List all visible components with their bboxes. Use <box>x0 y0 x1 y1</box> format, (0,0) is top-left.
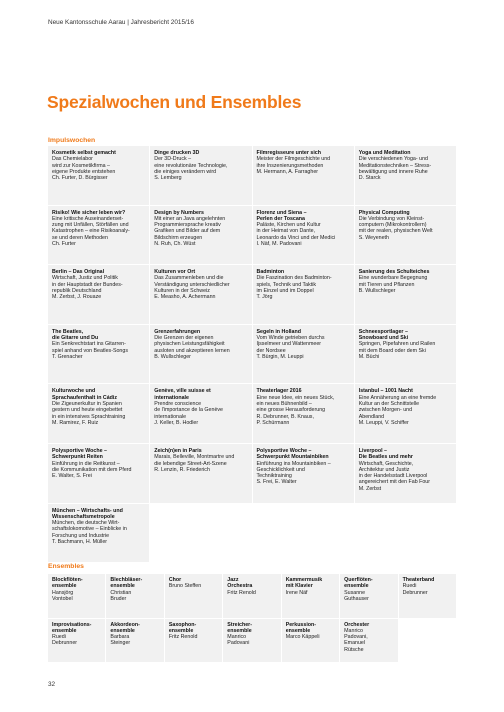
impulswoche-description: Eine wunderbare Begegnung mit Tieren und Pflanzen <box>358 275 428 288</box>
impulswoche-description: Das Chemielabor wird zur Kosmetikfirma – eigene Produkte entstehen <box>52 156 116 175</box>
impulswoche-title: München – Wirtschafts- und Wissenschaftsmetropole <box>52 507 123 520</box>
impulswochen-heading: Impulswochen <box>48 137 96 144</box>
impulswoche-card <box>355 384 456 443</box>
impulswoche-card <box>150 265 251 324</box>
impulswoche-title: Florenz und Siena – Perlen der Toscana <box>256 209 307 222</box>
ensemble-card <box>106 574 163 618</box>
impulswoche-title: Genève, ville suisse et internationale <box>154 388 211 401</box>
impulswoche-teachers: B. Wullschleger <box>154 353 191 360</box>
ensemble-leader: Fritz Renold <box>168 634 198 641</box>
ensemble-card <box>223 574 280 618</box>
impulswoche-teachers: E. Measho, A. Achermann <box>154 294 216 301</box>
impulswoche-title: Badminton <box>256 269 285 276</box>
impulswoche-description: Das Zusammenleben und die Verständigung unterschiedlicher Kulturen in der Schweiz <box>154 275 230 295</box>
impulswoche-teachers: Ch. Furter, D. Bürgisser <box>52 175 108 182</box>
ensembles-heading: Ensembles <box>48 563 84 570</box>
impulswochen-grid <box>48 146 456 562</box>
impulswoche-description: Die Zigeunerkultur in Spanien gestern und heute eingebettet in ein intensives Sprachtraining <box>52 400 126 420</box>
ensemble-card <box>399 574 456 618</box>
ensemble-leader: Barbara Steinger <box>110 634 131 647</box>
impulswoche-teachers: T. Bürgin, M. Leuppi <box>256 353 304 360</box>
impulswoche-card <box>48 325 149 384</box>
impulswoche-card <box>253 444 354 503</box>
impulswoche-description: Einführung ins Mountainbiken – Geschicklichkeit und Techniktraining <box>256 460 331 480</box>
ensemble-name: Saxophon- ensemble <box>168 621 197 634</box>
impulswoche-description: Wirtschaft, Justiz und Politik in der Hauptstadt der Bundes- republik Deutschland <box>52 275 123 295</box>
impulswoche-card <box>150 146 251 205</box>
ensemble-name: Querflöten- ensemble <box>344 577 373 590</box>
impulswoche-card <box>355 265 456 324</box>
impulswoche-description: Die verschiedenen Yoga- und Meditationstechniken – Stress- bewältigung und innere Ruhe <box>358 156 432 175</box>
ensemble-name: Theaterband <box>402 577 435 583</box>
impulswoche-title: Design by Numbers <box>154 209 204 216</box>
impulswoche-title: Dinge drucken 3D <box>154 150 200 156</box>
impulswoche-title: Kulturwoche und Sprachaufenthalt in Cádiz <box>52 388 118 401</box>
ensemble-card <box>340 574 397 618</box>
impulswoche-title: Liverpool – Die Beatles und mehr <box>358 447 413 461</box>
ensemble-card <box>48 574 105 618</box>
impulswoche-card <box>48 146 149 205</box>
ensemble-card <box>282 574 339 618</box>
ensemble-leader: Manrico Padovani, Emanuel Rütsche <box>344 627 368 653</box>
impulswoche-teachers: M. Büchi <box>358 353 380 360</box>
impulswoche-card <box>355 206 456 265</box>
ensemble-leader: Hansjörg Vontobel <box>52 589 74 602</box>
impulswoche-card <box>48 384 149 443</box>
impulswoche-title: Grenzerfahrungen <box>154 328 201 335</box>
impulswoche-description: Eine kritische Auseinanderset- zung mit Unfällen, Störfällen und Katastrophen – eine Risikoanaly- se und deren Methoden <box>52 215 130 241</box>
impulswoche-teachers: M. Ramirez, F. Ruiz <box>52 419 99 426</box>
impulswoche-card <box>355 325 456 384</box>
ensemble-card <box>106 619 163 663</box>
impulswoche-description: Paläste, Kirchen und Kultur in der Heimat von Dante, Leonardo da Vinci und der Medici <box>256 222 336 241</box>
ensemble-name: Blockflöten- ensemble <box>52 577 83 590</box>
ensemble-card <box>223 619 280 663</box>
impulswoche-card <box>48 444 149 503</box>
impulswoche-card <box>150 384 251 443</box>
impulswoche-card <box>150 206 251 265</box>
impulswoche-title: Polysportive Woche – Schwerpunkt Reiten <box>52 447 107 461</box>
impulswoche-teachers: T. Jörg <box>256 294 273 301</box>
ensemble-card <box>48 619 105 663</box>
impulswoche-title: Kosmetik selbst gemacht <box>52 150 116 156</box>
ensemble-card <box>165 619 222 663</box>
ensemble-name: Blechbläser- ensemble <box>110 577 143 590</box>
impulswoche-title: Zeich(n)en in Paris <box>154 447 202 454</box>
impulswoche-title: Segeln in Holland <box>256 328 301 335</box>
ensemble-leader: Marco Käppeli <box>285 634 320 641</box>
impulswoche-title: Physical Computing <box>358 209 410 216</box>
impulswoche-description: München, die deutsche Wirt- schaftslokomotive – Einblicke in Forschung und Industrie <box>52 520 127 539</box>
ensemble-name: Orchester <box>344 621 370 628</box>
impulswoche-title: Sanierung des Schulteiches <box>358 269 430 276</box>
impulswoche-description: Einführung in die Reitkunst – die Kommunikation mit dem Pferd <box>52 460 132 473</box>
impulswoche-card <box>253 206 354 265</box>
impulswoche-description: Die Grenzen der eigenen physischen Leistungsfähigkeit ausloten und akzeptieren lernen <box>154 335 230 354</box>
impulswoche-title: Theaterlager 2016 <box>256 388 302 395</box>
impulswoche-teachers: R. Debrunner, B. Knaus, P. Schürmann <box>256 413 314 426</box>
ensemble-name: Streicher- ensemble <box>227 621 253 634</box>
impulswoche-title: Berlin – Das Original <box>52 269 105 276</box>
impulswoche-teachers: T. Bachmann, H. Müller <box>52 539 108 546</box>
impulswoche-description: Wirtschaft, Geschichte, Architektur und Justiz in der Handelsstadt Liverpool angereichert mit den Fab Four <box>358 460 430 486</box>
impulswoche-description: Vom Winde getrieben durchs Ijsselmeer und Wattenmeer der Nordsee <box>256 335 325 354</box>
impulswoche-title: Kulturen vor Ort <box>154 269 196 276</box>
ensemble-leader: Ruedi Debrunner <box>402 583 428 596</box>
impulswoche-teachers: S. Frei, E. Walter <box>256 479 297 486</box>
impulswoche-teachers: M. Leuppi, V. Schiffer <box>358 419 409 426</box>
impulswoche-title: Risiko! Wie sicher leben wir? <box>52 209 126 216</box>
ensembles-grid <box>48 574 456 662</box>
ensemble-card <box>282 619 339 663</box>
impulswoche-title: Polysportive Woche – Schwerpunkt Mountainbiken <box>256 447 329 461</box>
impulswoche-description: Mit einer an Java angelehnten Programmiersprache kreativ Grafiken und Bilder auf dem Bildschirm erzeugen <box>154 215 226 241</box>
impulswoche-card <box>355 444 456 503</box>
impulswoche-teachers: T. Grenacher <box>52 353 83 360</box>
impulswoche-description: Der 3D-Druck – eine revolutionäre Technologie, die einiges verändern wird <box>154 156 228 175</box>
ensemble-card <box>340 619 397 663</box>
ensemble-card <box>165 574 222 618</box>
ensemble-name: Improvisations- ensemble <box>52 621 92 634</box>
impulswoche-description: Marais, Belleville, Montmartre und die lebendige Street-Art-Szene <box>154 454 235 467</box>
impulswoche-title: Istanbul – 1001 Nacht <box>358 388 413 395</box>
impulswoche-card <box>355 146 456 205</box>
impulswoche-card <box>253 384 354 443</box>
impulswoche-card <box>253 146 354 205</box>
impulswoche-teachers: M. Zerbst, J. Rouaze <box>52 294 102 301</box>
impulswoche-teachers: I. Näf, M. Padovani <box>256 241 302 248</box>
impulswoche-teachers: Ch. Furter <box>52 241 76 248</box>
impulswoche-teachers: M. Zerbst <box>358 485 382 492</box>
impulswoche-description: Eine neue Idee, ein neues Stück, ein neues Bühnenbild – eine grosse Herausforderung <box>256 394 335 414</box>
ensemble-leader: Christian Bruder <box>110 589 132 602</box>
impulswoche-teachers: S. Lemberg <box>154 175 182 182</box>
ensemble-name: Kammermusik mit Klavier <box>285 577 323 590</box>
impulswoche-title: Schneesportlager – Snowboard und Ski <box>358 328 409 342</box>
ensemble-name: Perkussion- ensemble <box>285 621 317 634</box>
impulswoche-title: Filmregisseure unter sich <box>256 150 321 156</box>
impulswoche-description: Prendre conscience de l'importance de la Genève internationale <box>154 400 223 420</box>
ensemble-name: Chor <box>168 577 182 583</box>
impulswoche-card <box>253 265 354 324</box>
page-title: Spezialwochen und Ensembles <box>47 92 302 112</box>
impulswoche-description: Springen, Pipefahren und Railen mit dem Board oder dem Ski <box>358 341 436 354</box>
impulswoche-card <box>48 265 149 324</box>
impulswoche-description: Die Faszination des Badminton- spiels, Technik und Taktik im Einzel und im Doppel <box>256 275 332 295</box>
impulswoche-teachers: S. Weyeneth <box>358 234 389 241</box>
impulswoche-card <box>48 206 149 265</box>
impulswoche-teachers: R. Lenzin, R. Friederich <box>154 466 210 473</box>
impulswoche-description: Ein Senkrechtstart ins Gitarren- spiel anhand von Beatles-Songs <box>52 341 128 354</box>
impulswoche-card <box>48 504 149 563</box>
impulswoche-card <box>253 325 354 384</box>
impulswoche-teachers: E. Walter, S. Frei <box>52 473 92 480</box>
impulswoche-teachers: N. Ruh, Ch. Wüst <box>154 241 196 248</box>
ensemble-leader: Irene Näf <box>285 589 308 596</box>
impulswoche-title: Yoga und Meditation <box>358 150 411 156</box>
ensemble-leader: Manrico Padovani <box>227 634 250 647</box>
impulswoche-title: The Beatles, die Gitarre und Du <box>52 328 99 342</box>
impulswoche-card <box>150 444 251 503</box>
impulswoche-teachers: M. Hermann, A. Farragher <box>256 168 319 175</box>
ensemble-leader: Bruno Steffen <box>168 583 202 590</box>
impulswoche-card <box>150 325 251 384</box>
ensemble-name: Jazz Orchestra <box>227 577 253 590</box>
ensemble-leader: Fritz Renold <box>227 589 256 596</box>
ensemble-leader: Susanne Guthauser <box>344 589 369 602</box>
impulswoche-description: Die Verbindung von Kleinst- computern (Mikrokontrollern) mit der realen, physischen Welt <box>358 215 433 235</box>
impulswoche-teachers: B. Wullschleger <box>358 288 396 295</box>
page-number: 32 <box>48 681 56 688</box>
impulswoche-description: Meister der Filmgeschichte und ihre Inszenierungsmethoden <box>256 156 331 169</box>
ensemble-leader: Ruedi Debrunner <box>52 634 78 647</box>
impulswoche-teachers: D. Starck <box>358 175 381 182</box>
impulswoche-teachers: J. Keller, B. Hodler <box>154 419 199 426</box>
ensemble-name: Akkordeon- ensemble <box>110 621 140 634</box>
impulswoche-description: Eine Annäherung an eine fremde Kultur an der Schnittstelle zwischen Morgen- und Abendland <box>358 394 437 420</box>
running-header: Neue Kantonsschule Aarau | Jahresbericht 2015/16 <box>48 19 194 26</box>
